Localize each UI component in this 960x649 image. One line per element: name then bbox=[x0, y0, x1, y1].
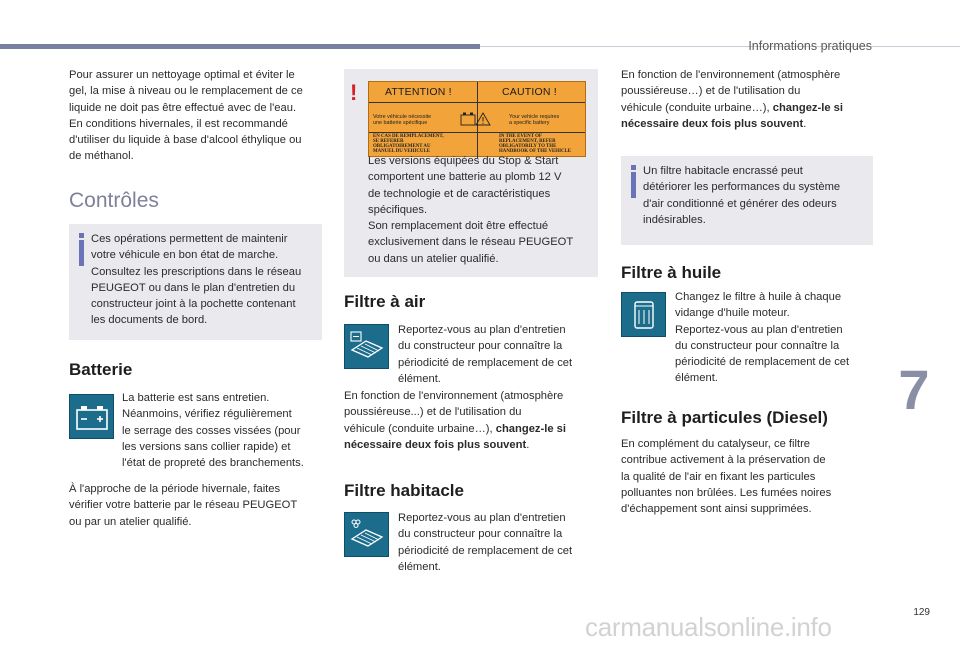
text-line: périodicité de remplacement de cet bbox=[398, 356, 573, 369]
text-line: élément. bbox=[398, 560, 441, 573]
text-line bbox=[344, 421, 604, 437]
text-line: Néanmoins, vérifiez régulièrement bbox=[122, 408, 292, 421]
text-line bbox=[344, 437, 604, 453]
text-line: vérifier votre batterie par le réseau PEUGEOT bbox=[69, 499, 298, 512]
text-line: du constructeur pour connaître la bbox=[675, 339, 840, 352]
filtre-huile-heading: Filtre à huile bbox=[621, 263, 722, 282]
warning-line: exclusivement dans le réseau PEUGEOT bbox=[368, 236, 574, 249]
warning-line: Son remplacement doit être effectué bbox=[368, 220, 549, 233]
label-en-bold: HANDBOOK OF THE VEHICLE bbox=[499, 149, 572, 154]
label-caution: CAUTION ! bbox=[502, 86, 557, 98]
warning-line: Les versions équipées du Stop & Start bbox=[368, 155, 559, 167]
filtre-air-paragraph bbox=[398, 322, 598, 387]
text-line: l'état de propreté des branchements. bbox=[122, 457, 304, 470]
info-line: indésirables. bbox=[643, 213, 706, 226]
intro-line: liquide ne doit pas être effectué avec de l'eau. bbox=[69, 101, 297, 114]
text-line bbox=[621, 100, 881, 116]
info-icon bbox=[79, 240, 84, 266]
text-line: Reportez-vous au plan d'entretien bbox=[675, 323, 843, 336]
filtre-habitacle-paragraph bbox=[398, 510, 598, 575]
section-title: Informations pratiques bbox=[748, 39, 872, 53]
warning-line: spécifiques. bbox=[368, 203, 428, 216]
filtre-hab-info-box bbox=[621, 156, 873, 245]
battery-warning-label bbox=[368, 81, 586, 157]
label-en-bold: IN THE EVENT OF bbox=[499, 134, 542, 139]
emphasis-text: changez-le si bbox=[495, 422, 567, 435]
label-fr-bold: SE REFERER bbox=[373, 139, 404, 144]
label-en-bold: REPLACEMENT, REFER bbox=[499, 139, 556, 144]
label-fr-bold: EN CAS DE REMPLACEMENT, bbox=[373, 134, 444, 139]
intro-line: En conditions hivernales, il est recommandé bbox=[69, 117, 288, 130]
text-line: Reportez-vous au plan d'entretien bbox=[398, 512, 566, 524]
label-fr-line: une batterie spécifique bbox=[373, 120, 428, 126]
text-line: la qualité de l'air en fixant les particules bbox=[621, 470, 816, 483]
text-line: Changez le filtre à huile à chaque bbox=[675, 291, 842, 303]
text-span: véhicule (conduite urbaine…), bbox=[344, 422, 496, 435]
warning-icon: ! bbox=[350, 80, 358, 105]
text-line: En complément du catalyseur, ce filtre bbox=[621, 438, 811, 450]
emphasis-text: nécessaire deux fois plus souvent bbox=[344, 438, 527, 451]
info-line: les documents de bord. bbox=[91, 314, 208, 327]
text-line: élément. bbox=[398, 372, 441, 385]
text-line: poussiéreuse...) et de l'utilisation du bbox=[344, 406, 522, 419]
text-line bbox=[621, 116, 881, 132]
filtre-hab-env-paragraph bbox=[621, 67, 881, 132]
text-line: Reportez-vous au plan d'entretien bbox=[398, 324, 566, 336]
text-line: En fonction de l'environnement (atmosphère bbox=[344, 390, 564, 402]
info-line: PEUGEOT ou dans le plan d'entretien du bbox=[91, 281, 296, 294]
text-line: périodicité de remplacement de cet bbox=[398, 544, 573, 557]
warning-line: ou dans un atelier qualifié. bbox=[368, 252, 499, 265]
filtre-particules-heading: Filtre à particules (Diesel) bbox=[621, 408, 828, 427]
battery-icon bbox=[69, 394, 114, 439]
text-span: . bbox=[803, 117, 807, 130]
text-line: ou par un atelier qualifié. bbox=[69, 515, 192, 528]
text-line: polluantes non brûlées. Les fumées noires bbox=[621, 486, 832, 499]
batterie-paragraph bbox=[122, 390, 332, 471]
warning-line: de technologie et de caractéristiques bbox=[368, 187, 551, 200]
text-line: élément. bbox=[675, 372, 718, 385]
filtre-huile-paragraph bbox=[675, 289, 880, 387]
oil-filter-icon bbox=[621, 292, 666, 337]
info-line: Un filtre habitacle encrassé peut bbox=[643, 165, 803, 177]
text-line: vidange d'huile moteur. bbox=[675, 307, 790, 320]
intro-paragraph bbox=[69, 67, 329, 165]
info-line: détériorer les performances du système bbox=[643, 181, 841, 194]
chapter-number: 7 bbox=[898, 358, 930, 421]
battery-warning-pictogram bbox=[455, 109, 495, 129]
air-filter-icon bbox=[344, 324, 389, 369]
intro-line: d'utiliser du liquide à base d'alcool éthylique ou bbox=[69, 134, 302, 147]
label-fr-line: Votre véhicule nécessite bbox=[373, 114, 432, 120]
batterie-heading: Batterie bbox=[69, 360, 133, 379]
label-attention: ATTENTION ! bbox=[385, 86, 452, 98]
intro-line: gel, la mise à niveau ou le remplacement de ce bbox=[69, 85, 303, 98]
text-line: du constructeur pour connaître la bbox=[398, 340, 563, 353]
page-number: 129 bbox=[913, 607, 930, 618]
info-line: Consultez les prescriptions dans le réseau bbox=[91, 265, 302, 278]
filtre-air-heading: Filtre à air bbox=[344, 292, 426, 311]
text-line: les versions sans collier rapide) et bbox=[122, 440, 291, 453]
info-line: votre véhicule en bon état de marche. bbox=[91, 249, 279, 262]
watermark: carmanualsonline.info bbox=[585, 612, 832, 642]
cabin-filter-icon bbox=[344, 512, 389, 557]
text-line: d'échappement sont ainsi supprimées. bbox=[621, 503, 812, 516]
text-line: du constructeur pour connaître la bbox=[398, 528, 563, 541]
filtre-air-env-paragraph bbox=[344, 388, 604, 453]
info-icon bbox=[631, 172, 636, 198]
label-en-line: Your vehicle requires bbox=[509, 114, 560, 120]
warning-line: comportent une batterie au plomb 12 V bbox=[368, 171, 562, 184]
filtre-particules-paragraph bbox=[621, 436, 881, 517]
battery-warning-box bbox=[344, 69, 598, 277]
emphasis-text: nécessaire deux fois plus souvent bbox=[621, 117, 804, 130]
emphasis-text: changez-le si bbox=[772, 101, 844, 114]
text-span: . bbox=[526, 438, 530, 451]
intro-line: Pour assurer un nettoyage optimal et éviter le bbox=[69, 69, 295, 81]
controles-info-box bbox=[69, 224, 322, 340]
intro-line: de méthanol. bbox=[69, 150, 134, 163]
text-line: périodicité de remplacement de cet bbox=[675, 356, 850, 369]
text-line: La batterie est sans entretien. bbox=[122, 392, 270, 404]
label-fr-bold: OBLIGATOIREMENT AU bbox=[373, 144, 431, 149]
label-fr-bold: MANUEL DU VEHICULE bbox=[373, 149, 430, 154]
text-line: À l'approche de la période hivernale, faites bbox=[69, 483, 281, 495]
label-en-bold: OBLIGATORILY TO THE bbox=[499, 144, 557, 149]
text-line: poussiéreuse…) et de l'utilisation du bbox=[621, 85, 801, 98]
batterie-hiver-paragraph bbox=[69, 481, 329, 530]
text-span: véhicule (conduite urbaine…), bbox=[621, 101, 773, 114]
text-line: le serrage des cosses vissées (pour bbox=[122, 424, 301, 437]
info-line: d'air conditionné et générer des odeurs bbox=[643, 197, 837, 210]
filtre-habitacle-heading: Filtre habitacle bbox=[344, 481, 464, 500]
controles-heading: Contrôles bbox=[69, 189, 159, 212]
label-en-line: a specific battery bbox=[509, 120, 550, 126]
info-line: Ces opérations permettent de maintenir bbox=[91, 233, 288, 245]
text-line: En fonction de l'environnement (atmosphère bbox=[621, 69, 841, 81]
text-line: contribue activement à la préservation de bbox=[621, 454, 826, 467]
info-line: constructeur joint à la pochette contenant bbox=[91, 298, 296, 311]
